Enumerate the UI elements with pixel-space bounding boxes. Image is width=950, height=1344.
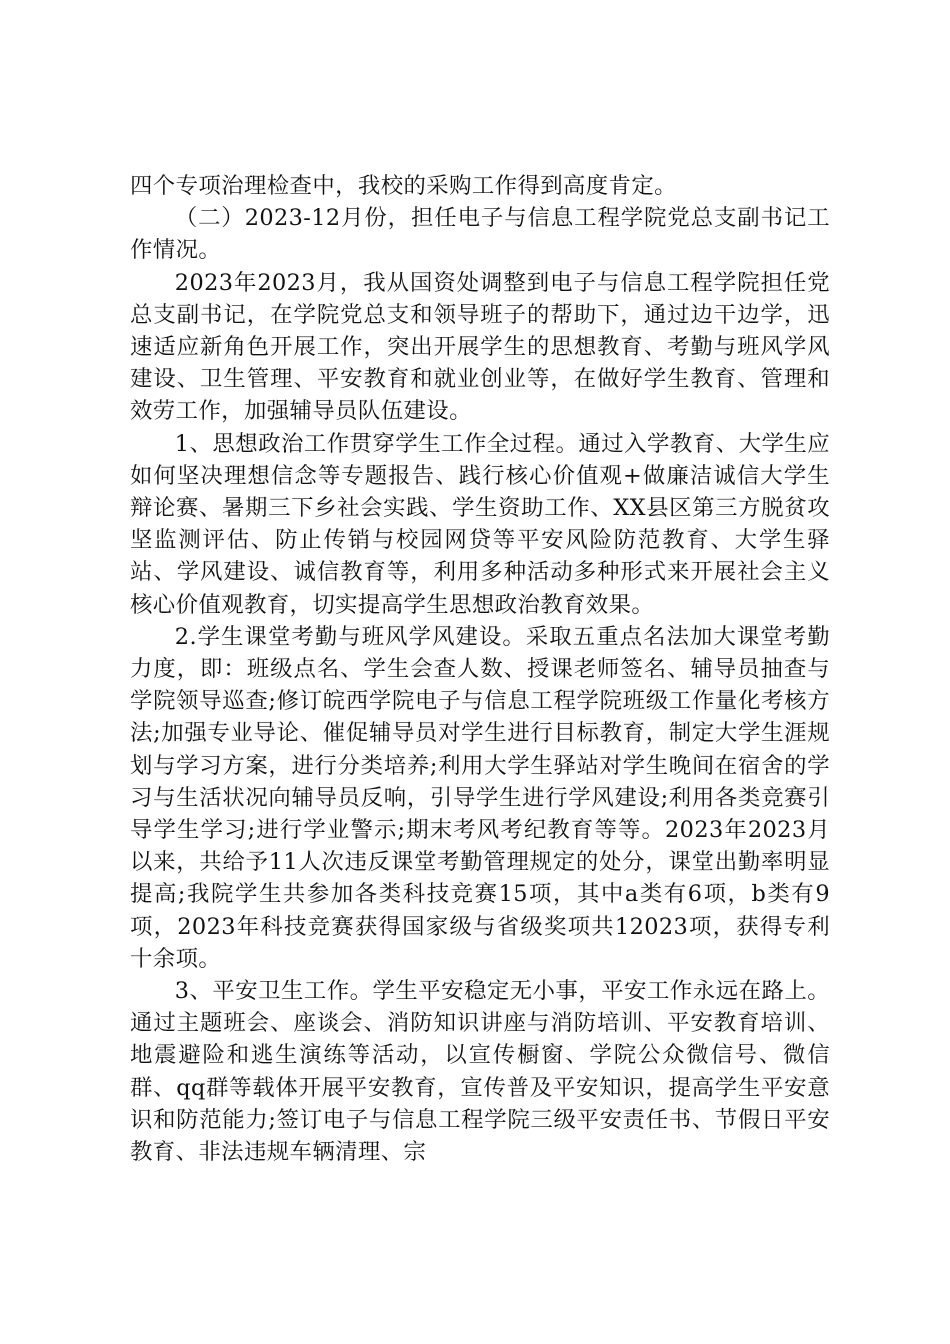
paragraph-item-3: 3、平安卫生工作。学生平安稳定无小事，平安工作永远在路上。通过主题班会、座谈会、消防知识讲座与消防培训、平安教育培训、地震避险和逃生演练等活动，以宣传橱窗、学院公众微信号、微信群、qq群等载体开展平安教育，宣传普及平安知识，提高学生平安意识和防范能力;签订电子与信息工程学院三级平安责任书、节假日平安教育、非法违规车辆清理、宗 xyxy=(130,978,830,1166)
paragraph-item-2: 2.学生课堂考勤与班风学风建设。采取五重点名法加大课堂考勤力度，即：班级点名、学生会查人数、授课老师签名、辅导员抽查与学院领导巡查;修订皖西学院电子与信息工程学院班级工作量化考核方法;加强专业导论、催促辅导员对学生进行目标教育，制定大学生涯规划与学习方案，进行分类培养;利用大学生驿站对学生晚间在宿舍的学习与生活状况向辅导员反响，引导学生进行学风建设;利用各类竞赛引导学生学习;进行学业警示;期末考风考纪教育等等。2023年2023月以来，共给予11人次违反课堂考勤管理规定的处分，课堂出勤率明显提高;我院学生共参加各类科技竞赛15项，其中a类有6项，b类有9项，2023年科技竞赛获得国家级与省级奖项共12023项，获得专利十余项。 xyxy=(130,623,830,972)
section-heading-2: （二）2023-12月份，担任电子与信息工程学院党总支副书记工作情况。 xyxy=(130,205,830,264)
paragraph-item-1: 1、思想政治工作贯穿学生工作全过程。通过入学教育、大学生应如何坚决理想信念等专题报告、践行核心价值观+做廉洁诚信大学生辩论赛、暑期三下乡社会实践、学生资助工作、XX县区第三方脱贫攻坚监测评估、防止传销与校园网贷等平安风险防范教育、大学生驿站、学风建设、诚信教育等，利用多种活动多种形式来开展社会主义核心价值观教育，切实提高学生思想政治教育效果。 xyxy=(130,430,830,618)
paragraph-intro: 2023年2023月，我从国资处调整到电子与信息工程学院担任党总支副书记，在学院党总支和领导班子的帮助下，通过边干边学，迅速适应新角色开展工作，突出开展学生的思想教育、考勤与班风学风建设、卫生管理、平安教育和就业创业等，在做好学生教育、管理和效劳工作，加强辅导员队伍建设。 xyxy=(130,269,830,425)
document-page xyxy=(130,170,830,1168)
paragraph-continuation: 四个专项治理检查中，我校的采购工作得到高度肯定。 xyxy=(130,173,677,199)
